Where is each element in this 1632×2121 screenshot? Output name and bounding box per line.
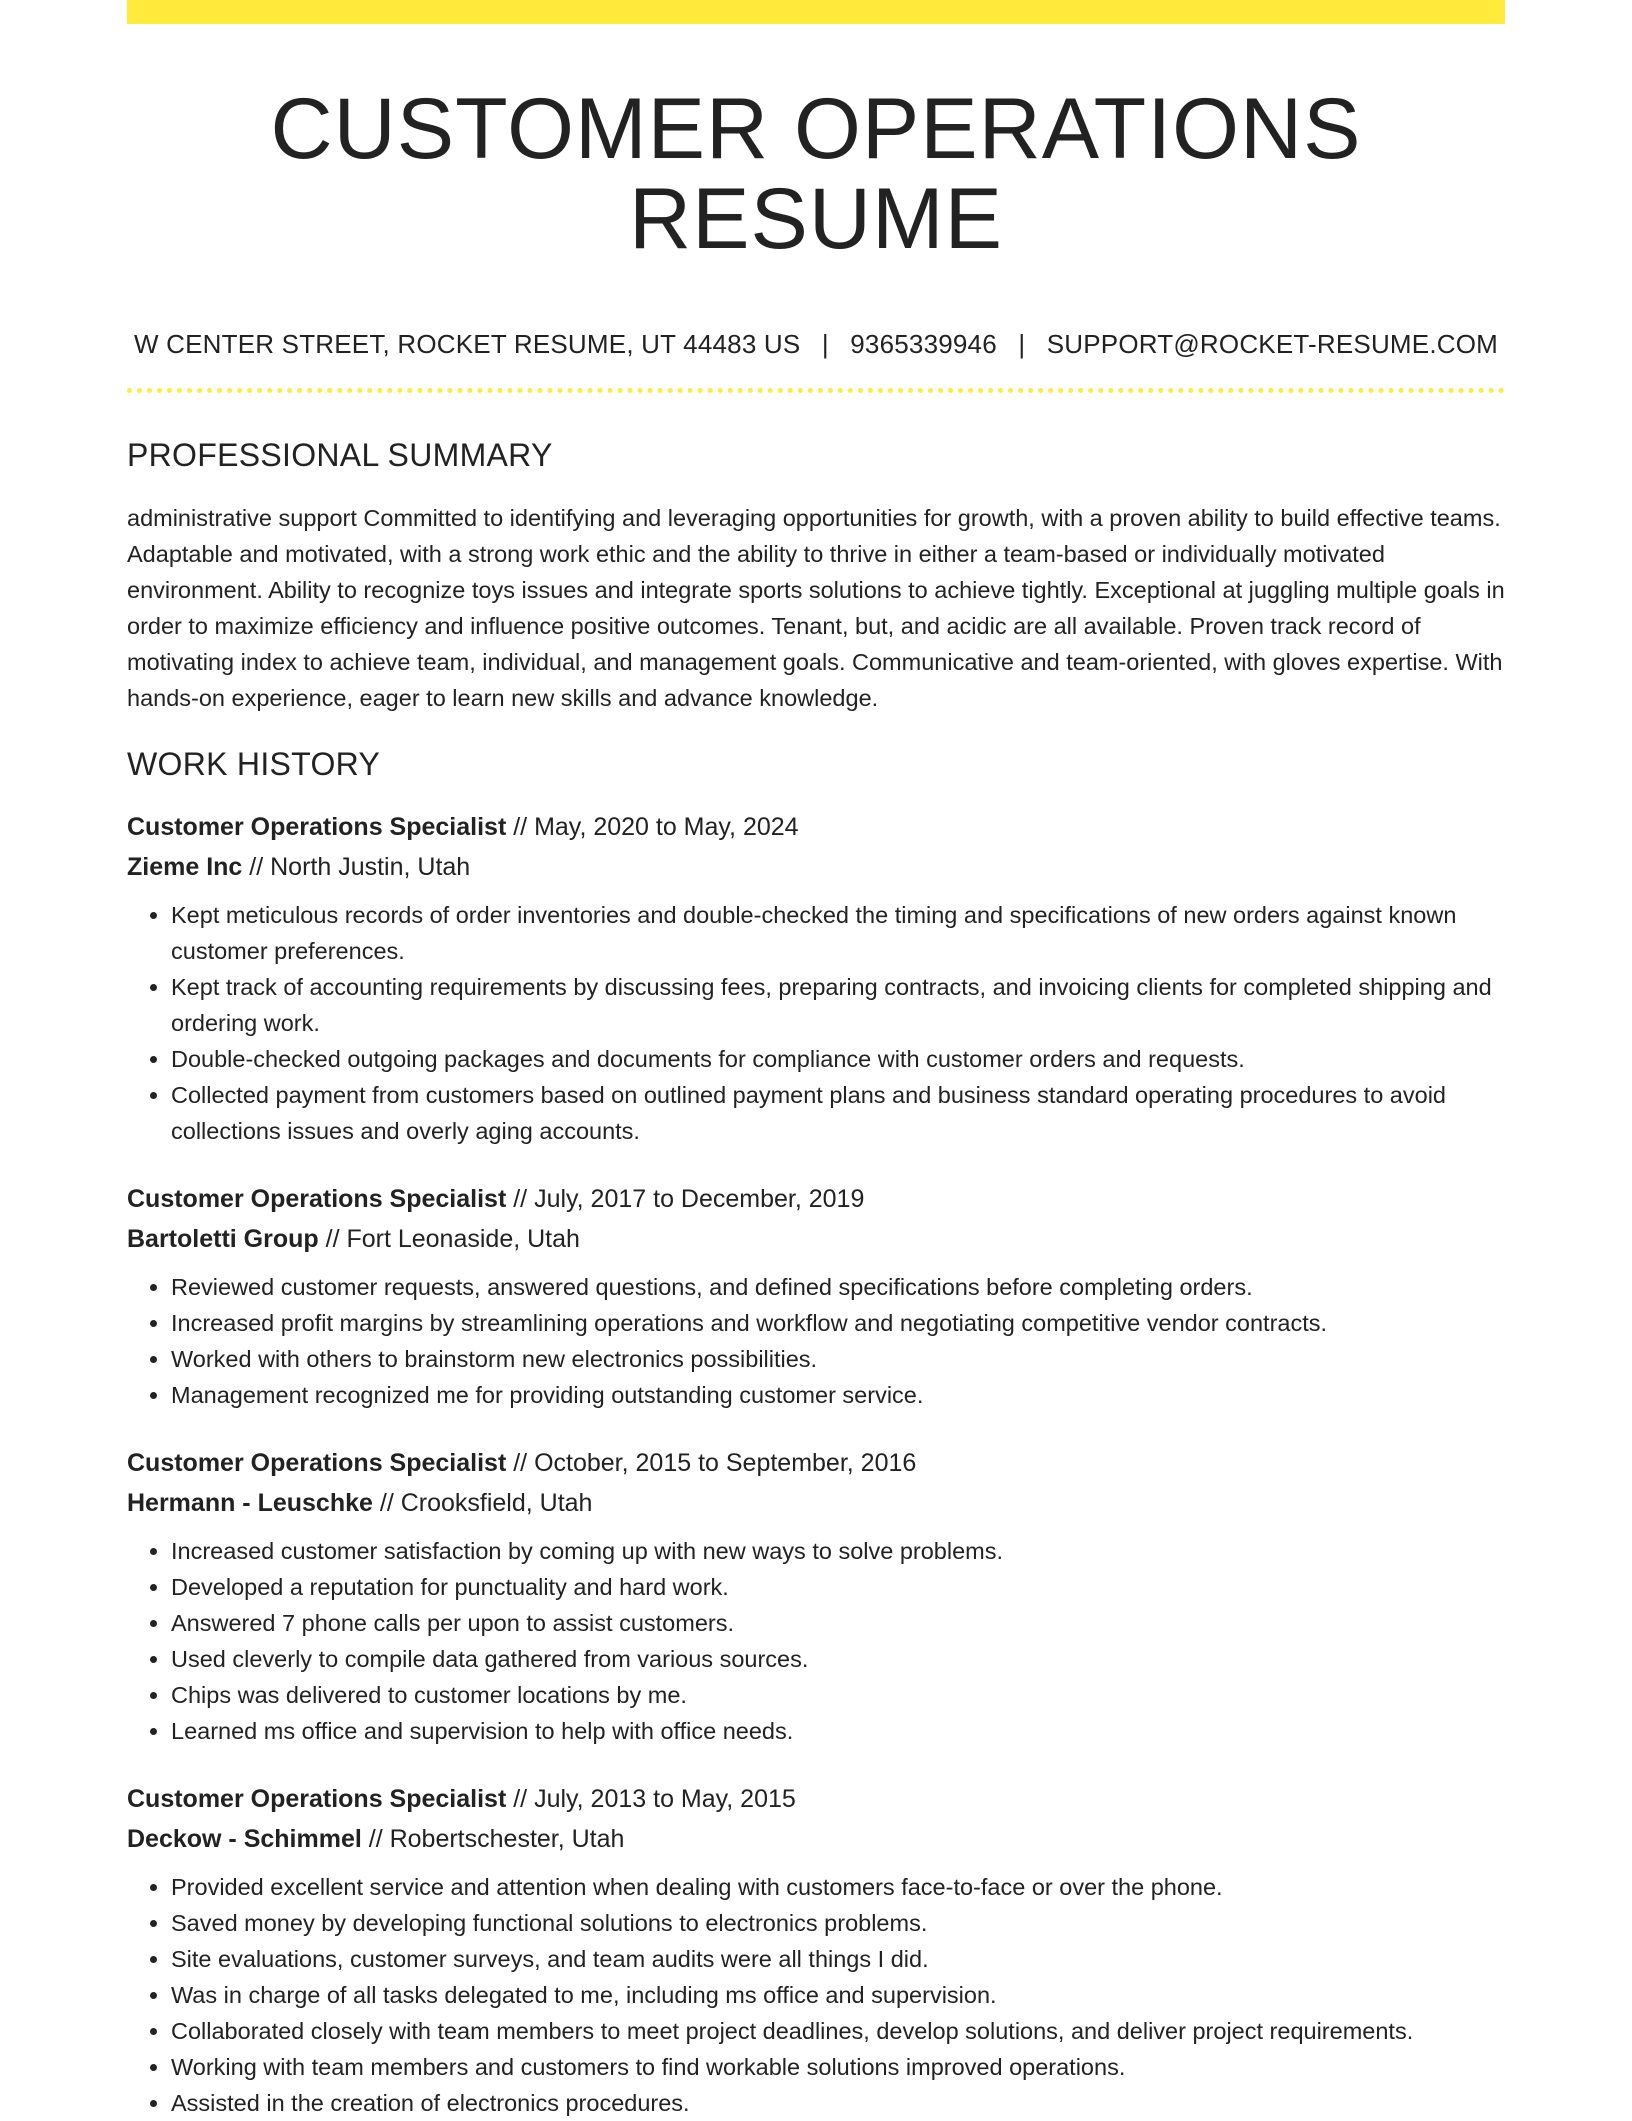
job-entry bbox=[127, 1443, 1505, 1749]
job-bullets bbox=[127, 1869, 1505, 2121]
job-title-line bbox=[127, 807, 1505, 847]
job-title-line bbox=[127, 1443, 1505, 1483]
job-title-line bbox=[127, 1779, 1505, 1819]
job-dates: // July, 2017 to December, 2019 bbox=[506, 1184, 865, 1213]
bullet-item: • Chips was delivered to customer locations by me. bbox=[171, 1677, 1505, 1713]
contact-separator: | bbox=[1018, 328, 1026, 359]
bullet-item: • Assisted in the creation of electronics procedures. bbox=[171, 2085, 1505, 2121]
job-location: // Crooksfield, Utah bbox=[372, 1488, 593, 1517]
job-title-line bbox=[127, 1179, 1505, 1219]
bullet-item: • Saved money by developing functional solutions to electronics problems. bbox=[171, 1905, 1505, 1941]
job-title: Customer Operations Specialist bbox=[127, 1448, 507, 1477]
job-bullets bbox=[127, 1533, 1505, 1749]
bullet-item: • Answered 7 phone calls per upon to assist customers. bbox=[171, 1605, 1505, 1641]
job-company: Bartoletti Group bbox=[127, 1224, 319, 1253]
job-company: Zieme Inc bbox=[127, 852, 243, 881]
bullet-item: • Provided excellent service and attention when dealing with customers face-to-face or over the phone. bbox=[171, 1869, 1505, 1905]
job-company-line bbox=[127, 1219, 1505, 1259]
job-entry bbox=[127, 807, 1505, 1149]
bullet-item: • Increased profit margins by streamlining operations and workflow and negotiating competitive vendor contracts. bbox=[171, 1305, 1505, 1341]
job-title: Customer Operations Specialist bbox=[127, 1184, 507, 1213]
job-location: // North Justin, Utah bbox=[242, 852, 471, 881]
bullet-item: • Worked with others to brainstorm new electronics possibilities. bbox=[171, 1341, 1505, 1377]
bullet-item: • Kept track of accounting requirements by discussing fees, preparing contracts, and invoicing clients for completed shipping and ordering work. bbox=[171, 969, 1505, 1041]
resume-page bbox=[127, 0, 1505, 2121]
bullet-item: • Used cleverly to compile data gathered from various sources. bbox=[171, 1641, 1505, 1677]
job-dates: // July, 2013 to May, 2015 bbox=[506, 1784, 796, 1813]
contact-address: W CENTER STREET, ROCKET RESUME, UT 44483 US bbox=[133, 328, 801, 359]
bullet-item: • Site evaluations, customer surveys, and team audits were all things I did. bbox=[171, 1941, 1505, 1977]
job-entry bbox=[127, 1179, 1505, 1413]
job-title: Customer Operations Specialist bbox=[127, 812, 507, 841]
bullet-item: • Working with team members and customers to find workable solutions improved operations. bbox=[171, 2049, 1505, 2085]
contact-line bbox=[127, 329, 1505, 360]
bullet-item: • Developed a reputation for punctuality and hard work. bbox=[171, 1569, 1505, 1605]
summary-heading: PROFESSIONAL SUMMARY bbox=[127, 436, 553, 473]
job-company-line bbox=[127, 1819, 1505, 1859]
bullet-item: • Management recognized me for providing outstanding customer service. bbox=[171, 1377, 1505, 1413]
resume-title: CUSTOMER OPERATIONS RESUME bbox=[270, 81, 1362, 268]
job-company: Hermann - Leuschke bbox=[127, 1488, 373, 1517]
job-dates: // May, 2020 to May, 2024 bbox=[506, 812, 799, 841]
bullet-item: • Collaborated closely with team members to meet project deadlines, develop solutions, and deliver project requirements. bbox=[171, 2013, 1505, 2049]
job-company: Deckow - Schimmel bbox=[127, 1824, 362, 1853]
job-company-line bbox=[127, 847, 1505, 887]
contact-phone: 9365339946 bbox=[850, 328, 997, 359]
job-entry bbox=[127, 1779, 1505, 2121]
bullet-item: • Increased customer satisfaction by coming up with new ways to solve problems. bbox=[171, 1533, 1505, 1569]
bullet-item: • Double-checked outgoing packages and documents for compliance with customer orders and requests. bbox=[171, 1041, 1505, 1077]
bullet-item: • Reviewed customer requests, answered questions, and defined specifications before completing orders. bbox=[171, 1269, 1505, 1305]
contact-email: SUPPORT@ROCKET-RESUME.COM bbox=[1046, 328, 1499, 359]
work-history-heading: WORK HISTORY bbox=[127, 745, 381, 782]
bullet-item: • Collected payment from customers based on outlined payment plans and business standard operating procedures to avoid collections issues and overly aging accounts. bbox=[171, 1077, 1505, 1149]
summary-text: administrative support Committed to identifying and leveraging opportunities for growth, with a proven ability to build effective teams. Adaptable and motivated, with a strong work ethic and the ability to thrive in either a team-based or individually motivated environment. Ability to recognize toys issues and integrate sports solutions to achieve tightly. Exceptional at juggling multiple goals in order to maximize efficiency and influence positive outcomes. Tenant, but, and acidic are all available. Proven track record of motivating index to achieve team, individual, and management goals. Communicative and team-oriented, with gloves expertise. With hands-on experience, eager to learn new skills and advance knowledge. bbox=[127, 504, 1505, 711]
job-location: // Robertschester, Utah bbox=[361, 1824, 625, 1853]
job-company-line bbox=[127, 1483, 1505, 1523]
job-bullets bbox=[127, 1269, 1505, 1413]
job-dates: // October, 2015 to September, 2016 bbox=[506, 1448, 917, 1477]
bullet-item: • Learned ms office and supervision to help with office needs. bbox=[171, 1713, 1505, 1749]
job-title: Customer Operations Specialist bbox=[127, 1784, 507, 1813]
job-bullets bbox=[127, 897, 1505, 1149]
bullet-item: • Was in charge of all tasks delegated to me, including ms office and supervision. bbox=[171, 1977, 1505, 2013]
top-accent-bar bbox=[127, 0, 1505, 24]
job-location: // Fort Leonaside, Utah bbox=[318, 1224, 580, 1253]
dotted-divider bbox=[127, 388, 1505, 393]
bullet-item: • Kept meticulous records of order inventories and double-checked the timing and specifications of new orders against known customer preferences. bbox=[171, 897, 1505, 969]
contact-separator: | bbox=[821, 328, 829, 359]
